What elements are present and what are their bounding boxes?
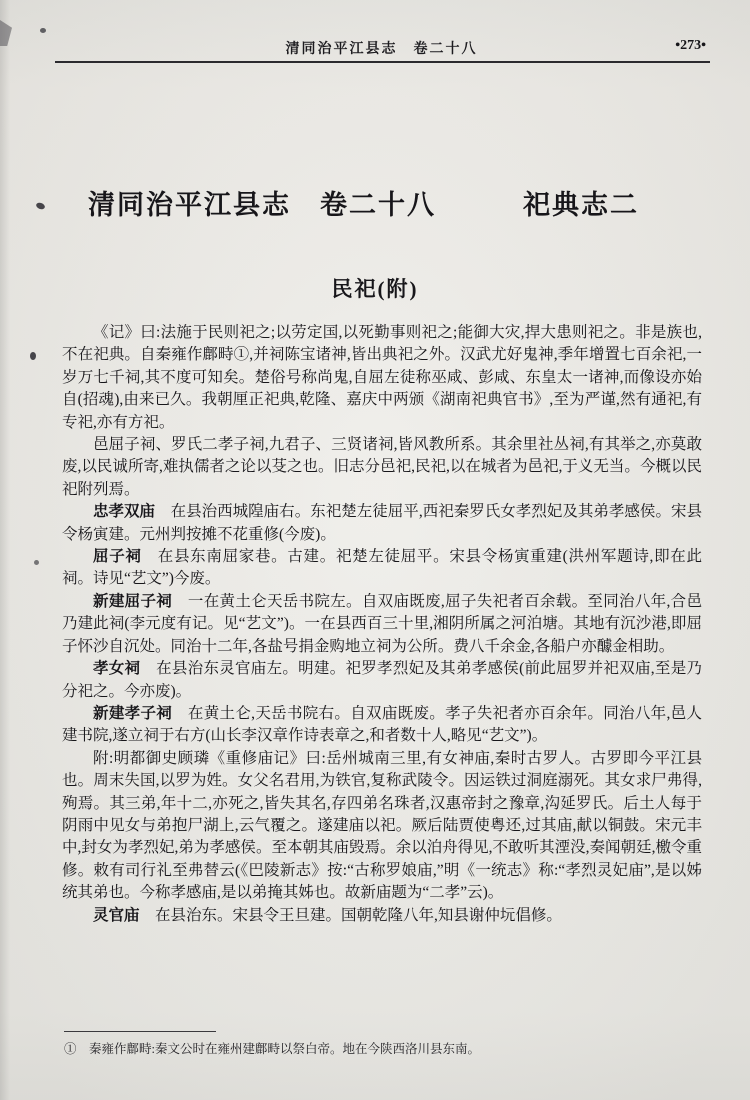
entry-label: 灵官庙 [93,906,140,924]
page-number: •273• [675,38,706,53]
scan-speck [34,560,39,565]
paragraph: 忠孝双庙 在县治西城隍庙右。东祀楚左徒屈平,西祀秦罗氏女孝烈妃及其弟孝感侯。宋县令杨寅建。元州判按摊不花重修(今废)。 [62,503,702,543]
paragraph: 孝女祠 在县治东灵官庙左。明建。祀罗孝烈妃及其弟孝感侯(前此屈罗并祀双庙,至是乃分祀之。今亦废)。 [62,660,702,700]
scan-speck [40,28,46,33]
body-text [62,322,702,927]
footnote-rule [64,1031,216,1032]
entry-label: 屈子祠 [93,548,142,566]
paragraph: 新建孝子祠 在黄土仑,天岳书院右。自双庙既废。孝子失祀者亦百余年。同治八年,邑人建书院,遂立祠于右方(山长李汉章作诗表章之,和者数十人,略见“艺文”)。 [62,704,702,745]
scan-speck [35,202,46,211]
paragraph: 邑屈子祠、罗氏二孝子祠,九君子、三贤诸祠,皆风教所系。其余里社丛祠,有其举之,亦莫敢废,以民诚所寄,难执儒者之论以芟之也。旧志分邑祀,民祀,以在城者为邑祀,于义无当。今概以民祀附列焉。 [62,436,702,498]
section-heading: 民祀(附) [331,277,419,301]
scan-edge-shade [0,0,10,1100]
chapter-title: 清同治平江县志 卷二十八 祀典志二 [88,190,639,220]
running-header-title: 清同治平江县志 卷二十八 [285,42,478,57]
paragraph: 灵官庙 在县治东。宋县令王旦建。国朝乾隆八年,知县谢仲坃倡修。 [93,906,562,924]
footnote: ① 秦雍作鄜畤:秦文公时在雍州建鄜畤以祭白帝。地在今陕西洛川县东南。 [64,1042,480,1056]
entry-label: 新建屈子祠 [93,592,173,610]
paragraph: 《记》曰:法施于民则祀之;以劳定国,以死勤事则祀之;能御大灾,捍大患则祀之。非是族也,不在祀典。自秦雍作鄜畤①,并祠陈宝诸神,皆出典祀之外。汉武尤好鬼神,季年增置七百余祀,一岁万七千祠,其不度可知矣。楚俗号称尚鬼,自屈左徒称巫咸、彭咸、东皇太一诸神,而像设亦始自(招魂),由来已久。我朝厘正祀典,乾隆、嘉庆中两颁《湖南祀典官书》,至为严谨,然有通祀,有专祀,亦有方祀。 [62,324,702,431]
paragraph: 新建屈子祠 一在黄土仑天岳书院左。自双庙既废,屈子失祀者百余载。至同治八年,合邑乃建此祠(李元度有记。见“艺文”)。一在县西百三十里,湘阴所属之河泊塘。其地有沉沙港,即屈子怀沙自沉处。同治十二年,各盐号捐金购地立祠为公所。费八千余金,各船户亦醵金相助。 [62,592,702,655]
entry-label: 新建孝子祠 [93,704,173,722]
running-header [55,38,708,60]
entry-label: 孝女祠 [93,660,141,678]
paragraph: 屈子祠 在县东南屈家巷。古建。祀楚左徒屈平。宋县令杨寅重建(洪州军题诗,即在此祠。诗见“艺文”)今废。 [62,548,702,588]
paragraph: 附:明都御史顾璘《重修庙记》曰:岳州城南三里,有女神庙,秦时古罗人。古罗即今平江县也。周末失国,以罗为姓。女父名君用,为铁官,复称武陵令。因运铁过洞庭溺死。其女求尸弗得,殉焉。其三弟,年十二,亦死之,皆失其名,存四弟名珠者,汉惠帝封之豫章,沟延罗氏。后土人每于阴雨中见女与弟抱尸湖上,云气覆之。遂建庙以祀。厥后陆贾使粤还,过其庙,献以铜鼓。宋元丰中,封女为孝烈妃,弟为孝感侯。至本朝其庙毁焉。余以泊舟得见,不敢听其湮没,奏闻朝廷,檄令重修。敕有司行礼至弗替云(《巴陵新志》按:“古称罗娘庙,”明《一统志》称:“孝烈灵妃庙”,是以姊统其弟也。今称孝感庙,是以弟掩其姊也。故新庙题为“二孝”云)。 [62,749,702,902]
entry-label: 忠孝双庙 [93,503,156,521]
scan-speck [30,352,36,360]
header-rule [55,61,710,63]
